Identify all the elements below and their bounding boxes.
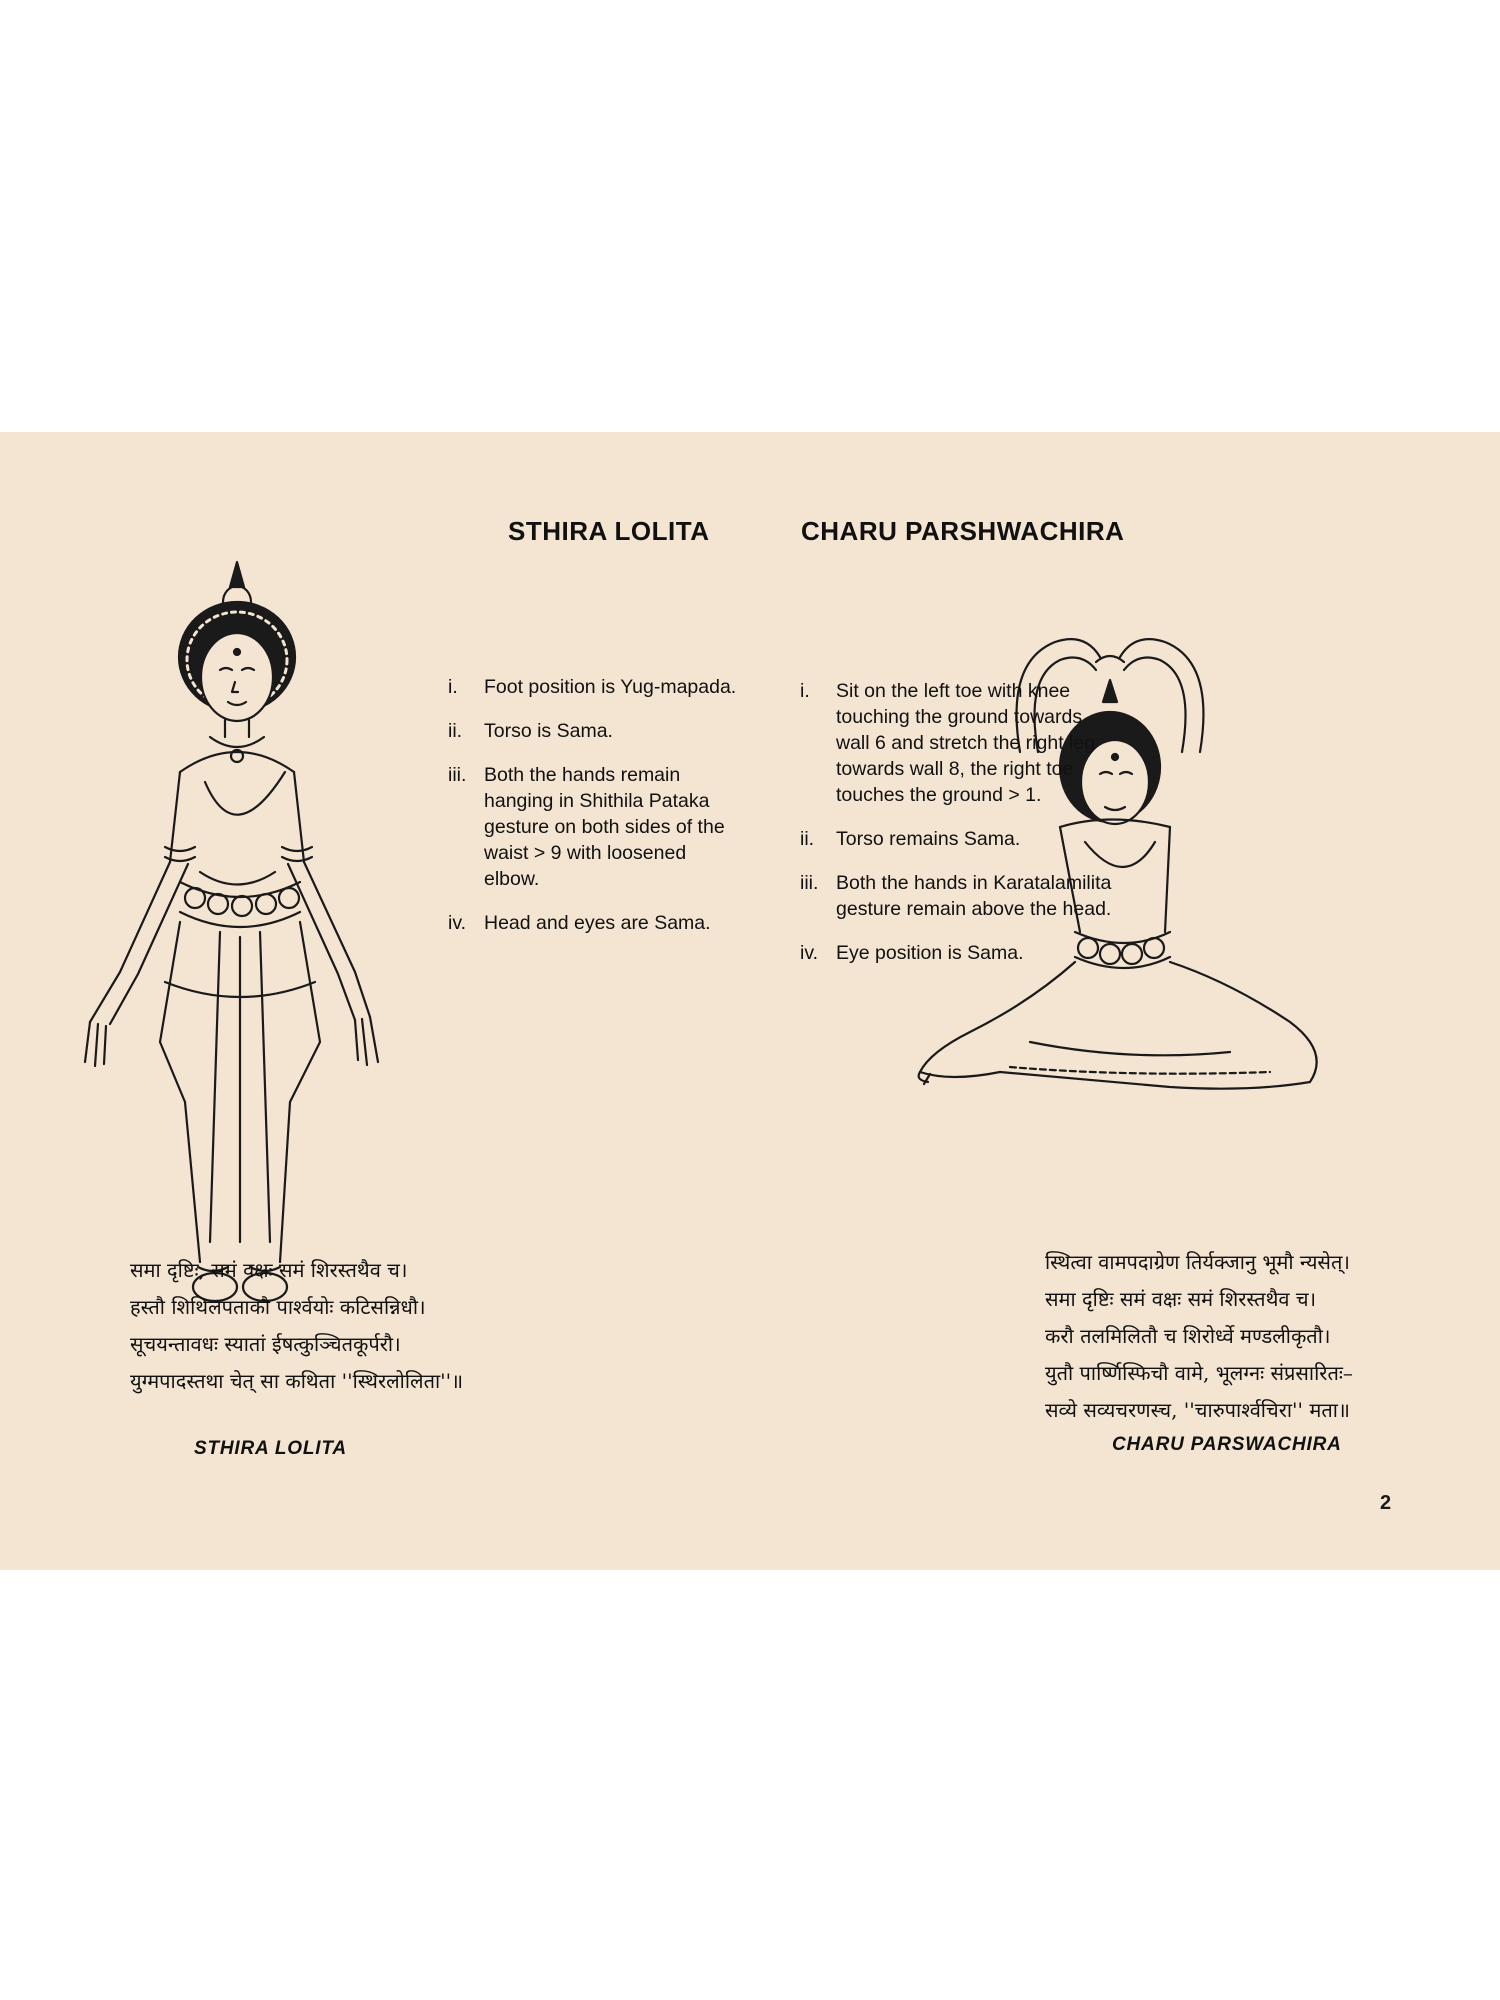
steps-list-left: [448, 674, 742, 954]
caption-right: CHARU PARSWACHIRA: [1112, 1434, 1342, 1455]
list-item: [800, 870, 1112, 922]
step-number: ii.: [800, 828, 815, 850]
steps-list-right: [800, 678, 1112, 984]
step-text: Torso is Sama.: [484, 720, 613, 742]
caption-left: STHIRA LOLITA: [194, 1438, 347, 1459]
list-item: [448, 718, 742, 744]
step-text: Both the hands in Karatalamilita gesture remain above the head.: [836, 872, 1112, 920]
step-number: iii.: [800, 872, 819, 894]
list-item: [800, 940, 1112, 966]
verse-line: हस्तौ शिथिलपताकौ पार्श्वयोः कटिसन्निधौ।: [130, 1295, 426, 1319]
verse-line: युतौ पार्ष्णिस्फिचौ वामे, भूलग्नः संप्रसारितः–: [1045, 1361, 1353, 1385]
step-number: i.: [800, 680, 810, 702]
verse-line: समा दृष्टिः, समं वक्षः समं शिरस्तथैव च।: [130, 1258, 408, 1282]
list-item: [448, 762, 742, 892]
verse-line: करौ तलमिलितौ च शिरोर्ध्वे मण्डलीकृतौ।: [1045, 1324, 1331, 1348]
list-item: [448, 910, 742, 936]
sanskrit-verse-left: [130, 1252, 463, 1400]
step-text: Sit on the left toe with knee touching the ground towards wall 6 and stretch the right leg towards wall 8, the right toe touches the ground > 1.: [836, 680, 1096, 806]
list-item: [800, 826, 1112, 852]
step-text: Both the hands remain hanging in Shithila Pataka gesture on both sides of the waist > 9 with loosened elbow.: [484, 764, 725, 890]
verse-line: स्थित्वा वामपदाग्रेण तिर्यक्जानु भूमौ न्यसेत्।: [1045, 1250, 1350, 1274]
step-text: Head and eyes are Sama.: [484, 912, 711, 934]
sanskrit-verse-right: [1045, 1244, 1353, 1429]
verse-line: युग्मपादस्तथा चेत् सा कथिता ''स्थिरलोलिता''॥: [130, 1369, 464, 1393]
title-sthira-lolita: STHIRA LOLITA: [508, 516, 710, 546]
title-charu-parshwachira: CHARU PARSHWACHIRA: [801, 516, 1125, 546]
dancer-standing-illustration: [70, 542, 410, 1332]
list-item: [800, 678, 1112, 808]
step-number: iii.: [448, 764, 467, 786]
step-number: iv.: [800, 942, 819, 964]
page-number: 2: [1380, 1492, 1392, 1514]
list-item: [448, 674, 742, 700]
step-text: Eye position is Sama.: [836, 942, 1024, 964]
step-text: Foot position is Yug-mapada.: [484, 676, 737, 698]
step-text: Torso remains Sama.: [836, 828, 1021, 850]
step-number: iv.: [448, 912, 467, 934]
verse-line: सूचयन्तावधः स्यातां ईषत्कुञ्चितकूर्परौ।: [130, 1332, 401, 1356]
verse-line: सव्ये सव्यचरणस्च, ''चारुपार्श्वचिरा'' मता॥: [1045, 1398, 1350, 1422]
step-number: ii.: [448, 720, 463, 742]
book-spread: [0, 432, 1500, 1570]
step-number: i.: [448, 676, 458, 698]
verse-line: समा दृष्टिः समं वक्षः समं शिरस्तथैव च।: [1045, 1287, 1317, 1311]
